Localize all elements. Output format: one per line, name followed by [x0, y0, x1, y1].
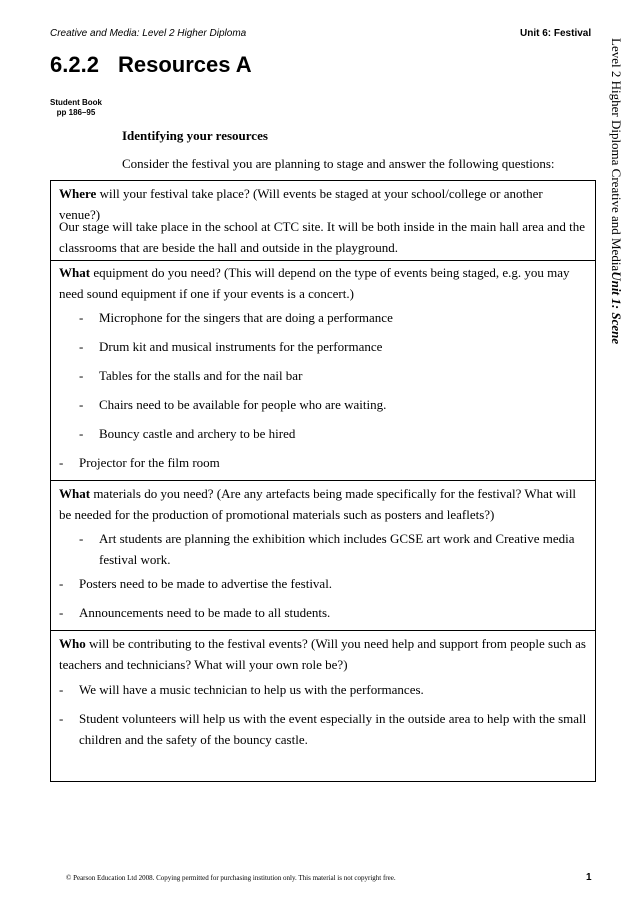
section-title: Resources A: [118, 52, 252, 77]
question-text: will your festival take place? (Will events be staged at your school/college or another venue?): [59, 186, 543, 222]
bullet-dash: -: [79, 368, 84, 383]
list-item-text: Drum kit and musical instruments for the performance: [99, 339, 383, 354]
list-item-text: Chairs need to be available for people who are waiting.: [99, 397, 387, 412]
list-item-text: Posters need to be made to advertise the festival.: [79, 576, 333, 591]
side-running-title: [608, 38, 624, 344]
bullet-dash: -: [59, 711, 64, 726]
list-item-text: We will have a music technician to help us with the performances.: [79, 682, 424, 697]
list-item-text: Projector for the film room: [79, 455, 220, 470]
contributors-question: [59, 633, 587, 675]
list-item-text: Bouncy castle and archery to be hired: [99, 426, 296, 441]
student-book-reference: [50, 98, 102, 118]
question-text: equipment do you need? (This will depend on the type of events being staged, e.g. you may need sound equipment if one if your events is a concert.): [59, 265, 570, 301]
bullet-dash: -: [79, 339, 84, 354]
list-item-text: Tables for the stalls and for the nail bar: [99, 368, 303, 383]
question-text: materials do you need? (Are any artefacts being made specifically for the festival? What will be needed for the production of promotional materials such as posters and leaflets?): [59, 486, 577, 522]
list-item-text: Microphone for the singers that are doing a performance: [99, 310, 393, 325]
question-keyword: Who: [59, 636, 86, 651]
list-item-text: Art students are planning the exhibition which includes GCSE art work and Creative media festival work.: [99, 531, 575, 567]
bullet-dash: -: [59, 682, 64, 697]
bullet-dash: -: [79, 531, 84, 546]
intro-heading: Identifying your resources: [122, 128, 268, 143]
equipment-question: [59, 262, 587, 304]
reference-pages: pp 186–95: [56, 108, 96, 117]
page-title: [50, 52, 252, 78]
materials-section: [51, 480, 595, 631]
side-title-bold: Unit 1: Scene: [609, 271, 624, 345]
bullet-dash: -: [59, 455, 64, 470]
page-number: 1: [586, 872, 592, 883]
materials-question: [59, 483, 587, 525]
reference-label: Student Book: [50, 98, 102, 107]
bullet-dash: -: [79, 310, 84, 325]
question-text: will be contributing to the festival events? (Will you need help and support from people such as teachers and technicians? What will your own role be?): [59, 636, 586, 672]
copyright-footer: © Pearson Education Ltd 2008. Copying permitted for purchasing institution only. This material is not copyright free.: [66, 874, 396, 882]
contributors-section: [51, 630, 595, 782]
header-unit-title: Creative and Media: Level 2 Higher Diploma: [50, 28, 247, 39]
equipment-section: [51, 260, 595, 481]
intro-text: Consider the festival you are planning to stage and answer the following questions:: [122, 156, 555, 171]
side-title-regular: Level 2 Higher Diploma Creative and Media: [609, 38, 624, 272]
question-keyword: What: [59, 486, 91, 501]
bullet-dash: -: [79, 426, 84, 441]
question-keyword: What: [59, 265, 91, 280]
list-item-text: Student volunteers will help us with the event especially in the outside area to help with the small children and the safety of the bouncy castle.: [79, 711, 587, 747]
where-section: [51, 181, 595, 260]
bullet-dash: -: [59, 605, 64, 620]
resources-table: [50, 180, 596, 782]
bullet-dash: -: [59, 576, 64, 591]
where-answer: Our stage will take place in the school at CTC site. It will be both inside in the main hall area and the classrooms that are beside the hall and outside in the playground.: [59, 219, 585, 255]
header-unit-number: Unit 6: Festival: [520, 28, 592, 39]
section-number: 6.2.2: [50, 52, 99, 77]
question-keyword: Where: [59, 186, 97, 201]
bullet-dash: -: [79, 397, 84, 412]
list-item-text: Announcements need to be made to all students.: [79, 605, 331, 620]
